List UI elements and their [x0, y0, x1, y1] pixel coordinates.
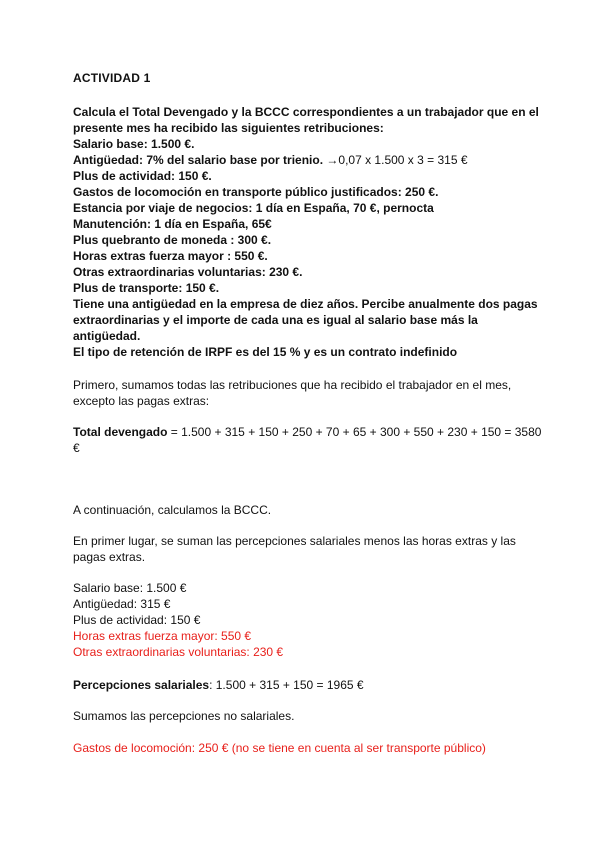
otras-extras-line: Otras extraordinarias voluntarias: 230 €. [73, 265, 303, 279]
problem-intro: Calcula el Total Devengado y la BCCC correspondientes a un trabajador que en el presente mes ha recibido las siguientes retribuciones: [73, 105, 539, 135]
list-item-antiguedad: Antigüedad: 315 € [73, 597, 171, 611]
list-item-plus-actividad: Plus de actividad: 150 € [73, 613, 201, 627]
list-item-otras-extras: Otras extraordinarias voluntarias: 230 € [73, 645, 284, 659]
salario-base-line: Salario base: 1.500 €. [73, 137, 195, 151]
plus-transporte-line: Plus de transporte: 150 €. [73, 281, 220, 295]
salary-list [73, 580, 543, 660]
list-item-horas-extras: Horas extras fuerza mayor: 550 € [73, 629, 252, 643]
primero-paragraph: Primero, sumamos todas las retribuciones que ha recibido el trabajador en el mes, excepto las pagas extras: [73, 378, 512, 408]
antiguedad-calc-note: →0,07 x 1.500 x 3 = 315 € [326, 153, 468, 167]
plus-quebranto-line: Plus quebranto de moneda : 300 €. [73, 233, 272, 247]
continuacion-paragraph: A continuación, calculamos la BCCC. [73, 503, 272, 517]
percepciones-formula: : 1.500 + 315 + 150 = 1965 € [209, 678, 364, 692]
antiguedad-text: Antigüedad: 7% del salario base por trienio. [73, 153, 324, 167]
antiguedad-line [73, 152, 543, 168]
irpf-line: El tipo de retención de IRPF es del 15 % y es un contrato indefinido [73, 345, 458, 359]
plus-actividad-line: Plus de actividad: 150 €. [73, 169, 212, 183]
activity-title: ACTIVIDAD 1 [73, 71, 151, 85]
problem-statement [73, 104, 543, 360]
total-devengado-paragraph [73, 424, 543, 456]
percepciones-label: Percepciones salariales [73, 678, 210, 692]
total-devengado-formula: = 1.500 + 315 + 150 + 250 + 70 + 65 + 300 + 550 + 230 + 150 = 3580 € [73, 425, 542, 455]
antiguedad-empresa-paragraph: Tiene una antigüedad en la empresa de diez años. Percibe anualmente dos pagas extraordinarias y el importe de cada una es igual al salario base más la antigüedad. [73, 297, 538, 343]
estancia-line: Estancia por viaje de negocios: 1 día en España, 70 €, pernocta [73, 201, 434, 215]
gastos-locomocion-line: Gastos de locomoción en transporte público justificados: 250 €. [73, 185, 439, 199]
horas-extras-line: Horas extras fuerza mayor : 550 €. [73, 249, 268, 263]
list-item-salario: Salario base: 1.500 € [73, 581, 187, 595]
gastos-locomocion-note: Gastos de locomoción: 250 € (no se tiene en cuenta al ser transporte público) [73, 741, 486, 755]
total-devengado-label: Total devengado [73, 425, 168, 439]
no-salariales-paragraph: Sumamos las percepciones no salariales. [73, 709, 295, 723]
primer-lugar-paragraph: En primer lugar, se suman las percepciones salariales menos las horas extras y las pagas extras. [73, 534, 516, 564]
percepciones-salariales-line [73, 677, 543, 693]
manutencion-line: Manutención: 1 día en España, 65€ [73, 217, 272, 231]
